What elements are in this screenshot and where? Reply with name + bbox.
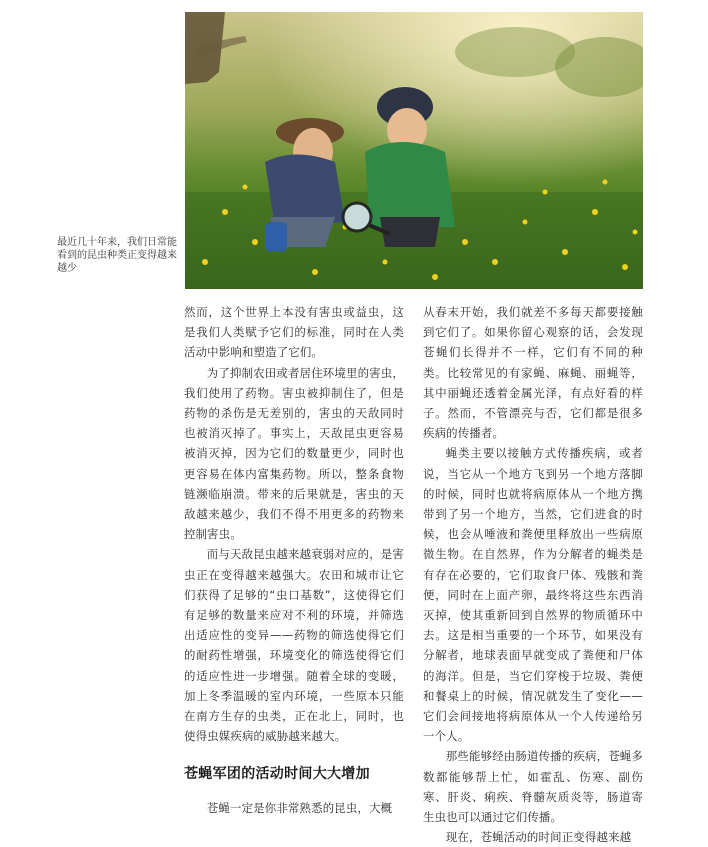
paragraph: 为了抑制农田或者居住环境里的害虫，我们使用了药物。害虫被抑制住了，但是药物的杀伤是无差别的，害虫的天敌同时也被消灭掉了。事实上，天敌昆虫更容易被消灭掉，因为它们的数量更少，同时也更容易在体内富集药物。所以，整条食物链濒临崩溃。带来的后果就是，害虫的天敌越来越少，我们不得不用更多的药物来控制害虫。 — [184, 365, 404, 542]
paragraph: 蝇类主要以接触方式传播疾病，或者说，当它从一个地方飞到另一个地方落脚的时候，同时也就将病原体从一个地方携带到了另一个地方，当然，它们进食的时候，也会从唾液和粪便里释放出一些病原微生物。在自然界，作为分解者的蝇类是有存在必要的，它们取食尸体、残骸和粪便，同时在上面产卵，最终将这些东西消灭掉，使其重新回到自然界的物质循环中去。这是相当重要的一个环节，如果没有分解者，地球表面早就变成了粪便和尸体的海洋。但是，当它们穿梭于垃圾、粪便和餐桌上的时候，情况就发生了变化——它们会间接地将病原体从一个人传递给另一个人。 — [423, 446, 643, 744]
paragraph: 现在，苍蝇活动的时间正变得越来越 — [445, 830, 632, 845]
paragraph: 然而，这个世界上本没有害虫或益虫，这是我们人类赋予它们的标准，同时在人类活动中影响和塑造了它们。 — [184, 305, 404, 360]
paragraph: 那些能够经由肠道传播的疾病，苍蝇多数都能够帮上忙，如霍乱、伤寒、副伤寒、肝炎、痢疾、脊髓灰质炎等，肠道寄生虫也可以通过它们传播。 — [423, 749, 643, 825]
photo-children-magnifying-glass — [185, 12, 643, 289]
paragraph: 从春末开始，我们就差不多每天都要接触到它们了。如果你留心观察的话，会发现苍蝇们长得并不一样，它们有不同的种类。比较常见的有家蝇、麻蝇、丽蝇等，其中丽蝇还透着金属光泽，有点好看的样子。然而，不管漂亮与否，它们都是很多疾病的传播者。 — [423, 305, 643, 441]
photo-caption: 最近几十年来，我们日常能看到的昆虫种类正变得越来越少 — [57, 237, 177, 274]
left-column — [184, 302, 404, 819]
paragraph: 而与天敌昆虫越来越衰弱对应的，是害虫正在变得越来越强大。农田和城市让它们获得了足够的“虫口基数”，这使得它们有足够的数量来应对不利的环境，并筛选出适应性的变异——药物的筛选使得它们的耐药性增强，环境变化的筛选使得它们的适应性进一步增强。随着全球的变暖，加上冬季温暖的室内环境，一些原本只能在南方生存的虫类，正在北上，同时，也使得虫媒疾病的威胁越来越大。 — [184, 547, 404, 744]
section-heading: 苍蝇军团的活动时间大大增加 — [184, 766, 370, 783]
right-column — [423, 302, 643, 847]
paragraph: 苍蝇一定是你非常熟悉的昆虫，大概 — [206, 801, 393, 816]
